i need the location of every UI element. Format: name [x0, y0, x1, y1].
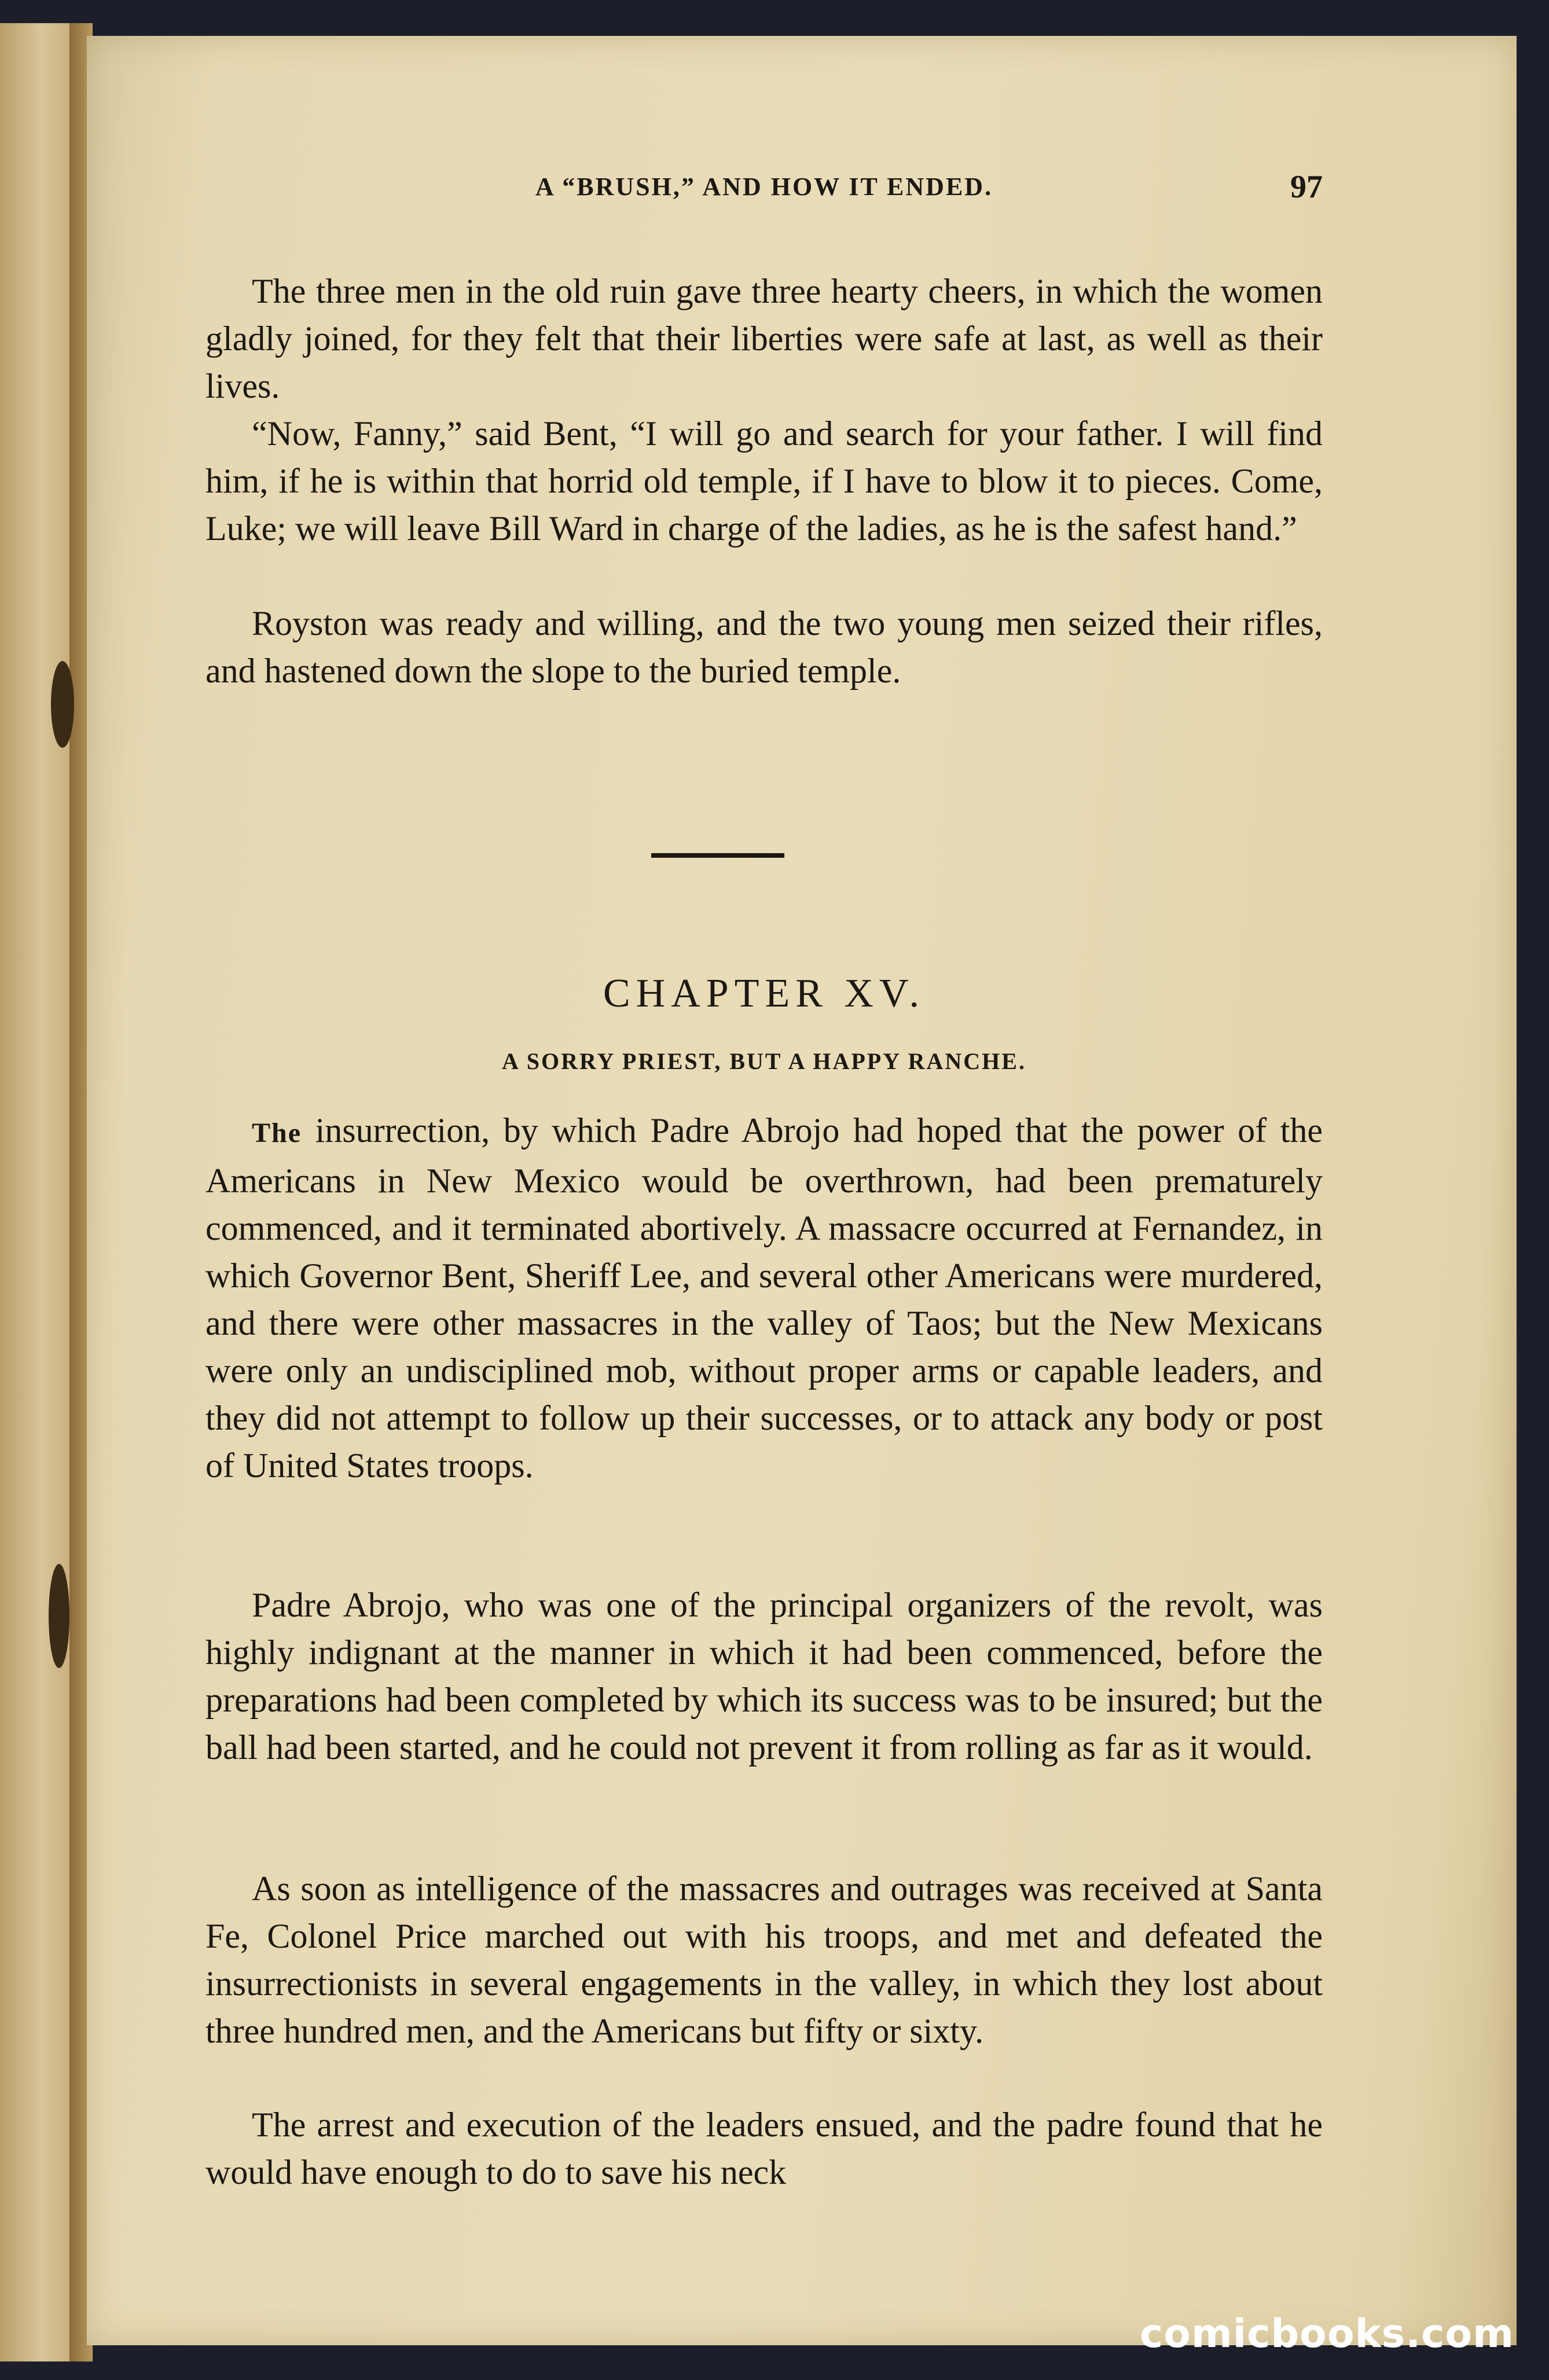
chapter-opening-paragraph: [205, 1107, 1323, 1489]
paragraph: Padre Abrojo, who was one of the principal organizers of the revolt, was highly indignant at the manner in which it had been commenced, before the preparations had been completed by which its success was to be insured; but the ball had been started, and he could not prevent it from rolling as far as it would.: [205, 1586, 1323, 1766]
paragraph: As soon as intelligence of the massacres and outrages was received at Santa Fe, Colonel Price marched out with his troops, and met and defeated the insurrectionists in several engagements in the valley, in which they lost about three hundred men, and the Americans but fifty or sixty.: [205, 1870, 1323, 2050]
page-stain: [51, 661, 74, 748]
page-stain: [49, 1564, 69, 1668]
previous-page-edge: [0, 23, 73, 2361]
running-head-title: A “BRUSH,” AND HOW IT ENDED.: [535, 172, 993, 201]
paragraph: The arrest and execution of the leaders ensued, and the padre found that he would have enough to do to save his neck: [205, 2106, 1323, 2191]
paragraph: Royston was ready and willing, and the two young men seized their rifles, and hastened down the slope to the buried temple.: [205, 604, 1323, 690]
paragraph-text: insurrection, by which Padre Abrojo had hoped that the power of the Americans in New Mexico would be overthrown, had been prematurely commenced, and it terminated abortively. A massacre occurred at Fernandez, in which Governor Bent, Sheriff Lee, and several other Americans were murdered, and there were other massacres in the valley of Taos; but the New Mexicans were only an undisciplined mob, without proper arms or capable leaders, and they did not attempt to follow up their successes, or to attack any body or post of United States troops.: [205, 1111, 1323, 1485]
paragraph: The three men in the old ruin gave three hearty cheers, in which the women gladly joined, for they felt that their liberties were safe at last, as well as their lives.: [205, 272, 1323, 405]
page-number: 97: [1290, 169, 1323, 205]
paragraph: “Now, Fanny,” said Bent, “I will go and search for your father. I will find him, if he is within that horrid old temple, if I have to blow it to pieces. Come, Luke; we will leave Bill Ward in charge of the ladies, as he is the safest hand.”: [205, 414, 1323, 548]
drop-word: The: [252, 1118, 302, 1148]
section-divider: [651, 853, 784, 858]
chapter-subtitle: A SORRY PRIEST, BUT A HAPPY RANCHE.: [502, 1048, 1026, 1074]
running-head: [205, 169, 1323, 212]
book-page: [87, 36, 1517, 2345]
site-watermark: comicbooks.com: [1139, 2311, 1514, 2357]
chapter-title: CHAPTER XV.: [603, 971, 925, 1016]
